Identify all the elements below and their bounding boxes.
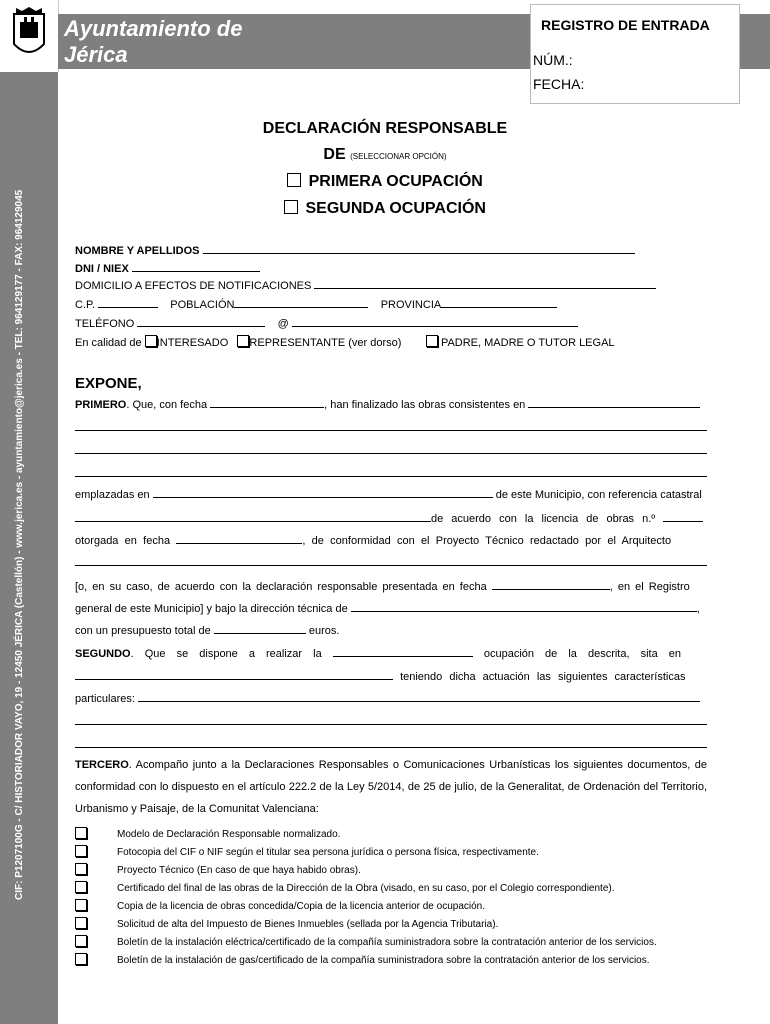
segundo-text: . Que se dispone a realizar la (130, 648, 322, 660)
presupuesto-label: con un presupuesto total de (75, 625, 211, 637)
document-item-label: Certificado del final de las obras de la Dirección de la Obra (visado, en su caso, por el Colegio correspondiente). (117, 883, 615, 894)
general-line: general de este Municipio] y bajo la dirección técnica de , (75, 603, 700, 615)
document-item[interactable] (75, 845, 539, 858)
de-label: DE (323, 146, 346, 163)
document-item[interactable] (75, 953, 650, 966)
interesado-label: INTERESADO (156, 337, 229, 349)
option-segunda-label: SEGUNDA OCUPACIÓN (305, 200, 486, 217)
domicilio-label: DOMICILIO A EFECTOS DE NOTIFICACIONES (75, 280, 312, 292)
presupuesto-line (75, 623, 339, 637)
document-item[interactable] (75, 935, 657, 948)
registro-num-label: NÚM.: (533, 52, 573, 68)
checkbox-icon[interactable] (237, 335, 249, 347)
option-segunda[interactable] (0, 200, 770, 218)
checkbox-icon[interactable] (145, 335, 157, 347)
checkbox-icon[interactable] (75, 953, 87, 965)
teniendo-line (75, 669, 685, 683)
domicilio-input-line[interactable] (314, 278, 656, 289)
blank-line[interactable] (75, 453, 707, 454)
registro-title: REGISTRO DE ENTRADA (541, 17, 710, 33)
primero-label: PRIMERO (75, 399, 127, 411)
checkbox-icon[interactable] (426, 335, 438, 347)
document-item[interactable] (75, 881, 615, 894)
presupuesto-input-line[interactable] (214, 623, 306, 634)
poblacion-input-line[interactable] (234, 297, 368, 308)
primero-text-2: , han finalizado las obras consistentes en (324, 399, 526, 411)
sidebar-contact-text: CIF: P1207100G - C/ HISTORIADOR VAYO, 19 - 12450 JÉRICA (Castellón) - www.jerica.es - ayuntamiento@jerica.es - TEL: 964129177 - FAX: 964129045 (14, 189, 25, 900)
licencia-num-input-line[interactable] (663, 511, 703, 522)
tercero-paragraph (75, 754, 707, 820)
en-calidad-label: En calidad de (75, 337, 142, 349)
registro-label: , en el Registro (609, 581, 690, 593)
blank-line[interactable] (75, 747, 707, 748)
email-at-label: @ (277, 318, 289, 330)
document-item[interactable] (75, 917, 498, 930)
emplazadas-input-line[interactable] (153, 487, 493, 498)
nombre-input-line[interactable] (203, 243, 635, 254)
blank-line[interactable] (75, 724, 707, 725)
document-item-label: Fotocopia del CIF o NIF según el titular sea persona jurídica o persona física, respectivamente. (117, 847, 539, 858)
general-label: general de este Municipio] y bajo la dirección técnica de (75, 603, 348, 615)
particulares-input-line[interactable] (138, 691, 700, 702)
document-item-label: Modelo de Declaración Responsable normalizado. (117, 829, 341, 840)
cp-label: C.P. (75, 299, 95, 311)
registro-entrada-box (530, 4, 740, 104)
particulares-line (75, 691, 700, 705)
cp-row (75, 297, 557, 311)
conformidad-label: , de conformidad con el Proyecto Técnico redactado por el Arquitecto (302, 535, 672, 547)
particulares-label: particulares: (75, 693, 135, 705)
municipality-title (64, 16, 242, 68)
checkbox-icon[interactable] (75, 827, 87, 839)
registro-fecha-label: FECHA: (533, 76, 585, 92)
dni-input-line[interactable] (132, 261, 260, 272)
coat-of-arms-logo (0, 0, 59, 72)
blank-line[interactable] (75, 476, 707, 477)
checkbox-icon[interactable] (75, 863, 87, 875)
title-line-2: Jérica (64, 42, 128, 67)
document-item-label: Boletín de la instalación de gas/certificado de la compañía suministradora sobre la contratación anterior de los servicios. (117, 955, 650, 966)
dni-label: DNI / NIEX (75, 263, 129, 275)
document-title: DECLARACIÓN RESPONSABLE (262, 120, 508, 137)
document-item-label: Proyecto Técnico (En caso de que haya habido obras). (117, 865, 361, 876)
primero-text: . Que, con fecha (126, 399, 208, 411)
segundo-label: SEGUNDO (75, 648, 131, 660)
domicilio-field[interactable] (75, 278, 656, 292)
option-primera[interactable] (0, 173, 770, 191)
checkbox-icon[interactable] (75, 845, 87, 857)
ocupacion-label: ocupación de la descrita, sita en (483, 648, 681, 660)
email-input-line[interactable] (292, 316, 578, 327)
checkbox-icon[interactable] (75, 899, 87, 911)
checkbox-icon[interactable] (287, 173, 301, 187)
checkbox-icon[interactable] (75, 917, 87, 929)
teniendo-label: teniendo dicha actuación las siguientes características (400, 671, 686, 683)
emplazadas-label: emplazadas en (75, 489, 150, 501)
obras-input-line[interactable] (528, 397, 700, 408)
option-primera-label: PRIMERA OCUPACIÓN (308, 173, 483, 190)
title-line-1: Ayuntamiento de (64, 16, 243, 41)
municipio-label: de este Municipio, con referencia catastral (495, 489, 702, 501)
checkbox-icon[interactable] (75, 935, 87, 947)
document-item-label: Boletín de la instalación eléctrica/certificado de la compañía suministradora sobre la contratación anterior de los servicios. (117, 937, 657, 948)
caso-fecha-input-line[interactable] (492, 579, 610, 590)
checkbox-icon[interactable] (75, 881, 87, 893)
provincia-input-line[interactable] (441, 297, 557, 308)
nombre-label: NOMBRE Y APELLIDOS (75, 245, 200, 257)
otorgada-input-line[interactable] (176, 533, 302, 544)
segundo-line (75, 646, 681, 660)
licencia-label: de acuerdo con la licencia de obras n.º (431, 513, 656, 525)
en-calidad-row (75, 335, 615, 349)
nombre-field[interactable] (75, 243, 635, 257)
document-item[interactable] (75, 899, 485, 912)
tercero-label: TERCERO (75, 759, 129, 771)
telefono-input-line[interactable] (137, 316, 265, 327)
primero-line (75, 397, 700, 411)
poblacion-label: POBLACIÓN (170, 299, 235, 311)
telefono-label: TELÉFONO (75, 318, 135, 330)
representante-label: REPRESENTANTE (ver dorso) (249, 337, 402, 349)
cp-input-line[interactable] (98, 297, 158, 308)
document-item[interactable] (75, 863, 361, 876)
otorgada-label: otorgada en fecha (75, 535, 171, 547)
sita-input-line[interactable] (75, 669, 393, 680)
licencia-line (75, 511, 703, 525)
segundo-input-line[interactable] (333, 646, 473, 657)
otorgada-line (75, 533, 671, 547)
padre-label: PADRE, MADRE O TUTOR LEGAL (440, 337, 615, 349)
emplazadas-line (75, 487, 702, 501)
fecha-input-line[interactable] (210, 397, 324, 408)
document-item[interactable] (75, 827, 340, 840)
expone-heading: EXPONE, (75, 375, 142, 392)
select-option-note: (SELECCIONAR OPCIÓN) (350, 152, 447, 161)
blank-line[interactable] (75, 430, 707, 431)
document-item-label: Solicitud de alta del Impuesto de Bienes Inmuebles (sellada por la Agencia Tributaria). (117, 919, 499, 930)
caso-label: [o, en su caso, de acuerdo con la declaración responsable presentada en fecha (75, 581, 487, 593)
euros-label: euros. (308, 625, 340, 637)
document-item-label: Copia de la licencia de obras concedida/Copia de la licencia anterior de ocupación. (117, 901, 486, 912)
document-subtitle (0, 146, 770, 164)
provincia-label: PROVINCIA (380, 299, 442, 311)
direccion-input-line[interactable] (351, 601, 697, 612)
tercero-text: . Acompaño junto a la Declaraciones Responsables o Comunicaciones Urbanísticas los siguientes documentos, de conformidad con lo dispuesto en el artículo 222.2 de la Ley 5/2014, de 25 de julio, de la Generalitat, de Ordenación del Territorio, Urbanismo y Paisaje, de la Comunitat Valenciana: (75, 759, 707, 815)
telefono-row (75, 316, 578, 330)
catastral-input-line[interactable] (75, 511, 431, 522)
dni-field[interactable] (75, 261, 260, 275)
blank-line[interactable] (75, 565, 707, 566)
checkbox-icon[interactable] (284, 200, 298, 214)
caso-line (75, 579, 690, 593)
